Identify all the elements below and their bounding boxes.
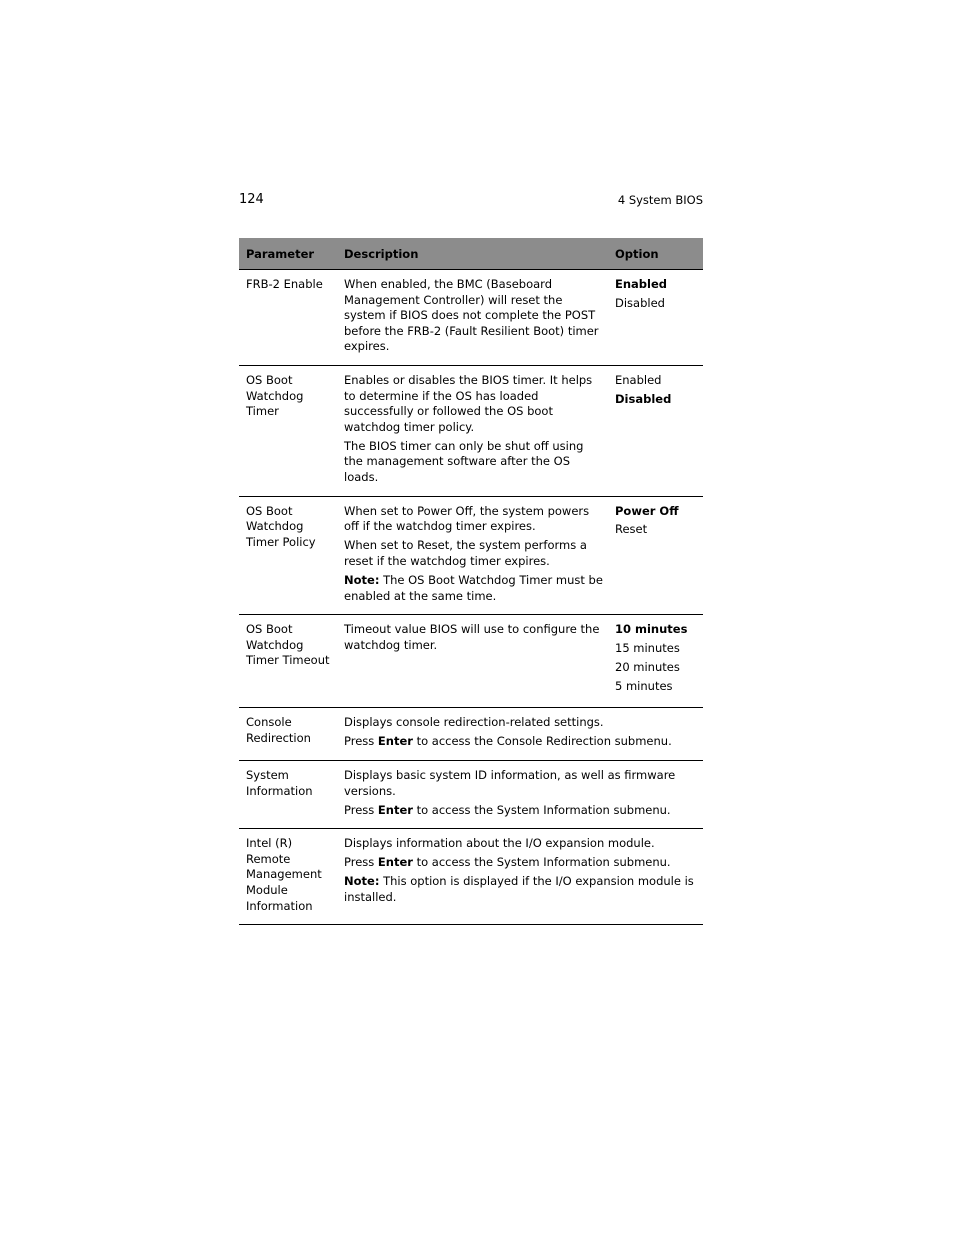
table-row — [239, 365, 703, 496]
description-cell — [337, 270, 608, 366]
note-text: The OS Boot Watchdog Timer must be enabled at the same time. — [344, 573, 603, 603]
description-cell — [337, 761, 703, 829]
note — [344, 573, 604, 604]
option-cell — [608, 615, 703, 708]
table-row — [239, 496, 703, 615]
option-value: 5 minutes — [615, 678, 673, 693]
press-instruction — [344, 855, 699, 871]
table-row — [239, 615, 703, 708]
description-text: Displays basic system ID information, as well as firmware versions. — [344, 768, 676, 798]
key-label: Enter — [377, 734, 413, 749]
parameter-cell: Console Redirection — [239, 708, 337, 761]
table-header-row — [239, 238, 703, 270]
chapter-title: 4 System BIOS — [617, 193, 703, 207]
parameter-cell: Intel (R) Remote Management Module Information — [239, 829, 337, 925]
description-text: Displays information about the I/O expansion module. — [344, 836, 655, 851]
option-cell — [608, 496, 703, 615]
table-row — [239, 270, 703, 366]
note — [344, 874, 699, 905]
description-text: Timeout value BIOS will use to configure the watchdog timer. — [344, 622, 600, 652]
key-label: Enter — [377, 802, 413, 817]
parameter-cell: OS Boot Watchdog Timer Policy — [239, 496, 337, 615]
parameter-cell: System Information — [239, 761, 337, 829]
option-cell — [608, 270, 703, 366]
description-cell — [337, 708, 703, 761]
bios-parameter-table — [239, 238, 703, 925]
press-suffix: to access the Console Redirection submenu. — [412, 734, 672, 749]
press-instruction — [344, 734, 699, 750]
description-text: When set to Power Off, the system powers off if the watchdog timer expires. — [344, 503, 590, 534]
description-text: Enables or disables the BIOS timer. It helps to determine if the OS has loaded successfully or followed the OS boot watchdog timer policy. — [344, 372, 593, 434]
column-header-option: Option — [608, 238, 703, 270]
option-default: Power Off — [615, 503, 679, 518]
press-suffix: to access the System Information submenu. — [412, 855, 671, 870]
description-text: The BIOS timer can only be shut off using the management software after the OS loads. — [344, 438, 584, 485]
page-number: 124 — [239, 192, 264, 207]
parameter-cell: OS Boot Watchdog Timer — [239, 365, 337, 496]
description-cell — [337, 496, 608, 615]
option-default: Disabled — [615, 391, 672, 406]
press-instruction — [344, 803, 699, 819]
option-default: 10 minutes — [615, 622, 688, 637]
parameter-cell: OS Boot Watchdog Timer Timeout — [239, 615, 337, 708]
table-row — [239, 708, 703, 761]
table-row — [239, 829, 703, 925]
option-value: Disabled — [615, 295, 665, 310]
option-value: Enabled — [615, 372, 662, 387]
parameter-cell: FRB-2 Enable — [239, 270, 337, 366]
description-text: When set to Reset, the system performs a reset if the watchdog timer expires. — [344, 538, 587, 568]
description-text: When enabled, the BMC (Baseboard Management Controller) will reset the system if BIOS does not complete the POST before the FRB-2 (Fault Resilient Boot) timer expires. — [344, 277, 599, 354]
option-value: 15 minutes — [615, 640, 680, 655]
description-cell — [337, 829, 703, 925]
note-label: Note: — [344, 874, 380, 889]
press-prefix: Press — [344, 734, 378, 749]
option-cell — [608, 365, 703, 496]
key-label: Enter — [377, 855, 413, 870]
table-row — [239, 761, 703, 829]
press-prefix: Press — [344, 855, 378, 870]
option-default: Enabled — [615, 277, 668, 291]
press-prefix: Press — [344, 802, 378, 817]
description-text: Displays console redirection-related settings. — [344, 715, 604, 730]
option-value: 20 minutes — [615, 659, 680, 674]
press-suffix: to access the System Information submenu. — [412, 802, 671, 817]
note-label: Note: — [344, 573, 380, 587]
column-header-parameter: Parameter — [239, 238, 337, 270]
description-cell — [337, 615, 608, 708]
option-value: Reset — [615, 522, 648, 537]
note-text: This option is displayed if the I/O expansion module is installed. — [344, 874, 694, 905]
description-cell — [337, 365, 608, 496]
column-header-description: Description — [337, 238, 608, 270]
